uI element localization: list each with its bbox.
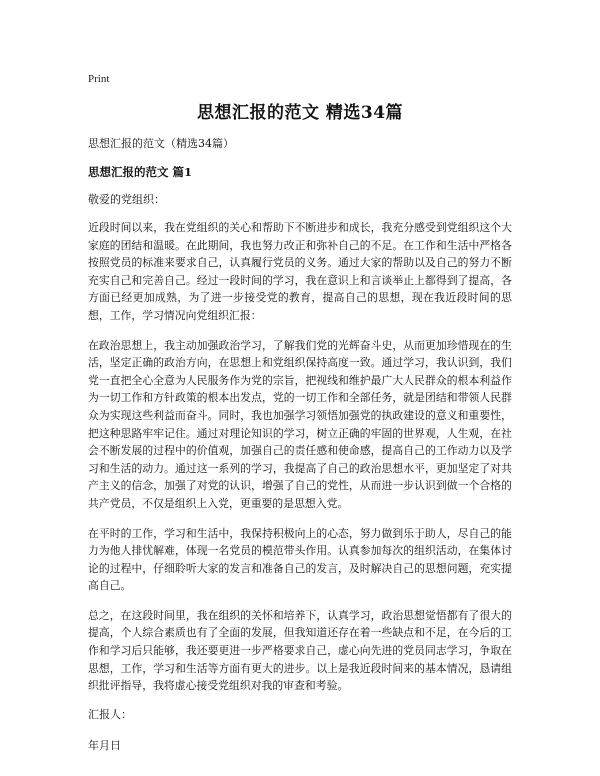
document-title: 思想汇报的范文 精选34篇 <box>196 103 404 123</box>
section-heading: 思想汇报的范文 篇1 <box>88 165 193 179</box>
body-paragraph-1: 近段时间以来，我在党组织的关心和帮助下不断进步和成长，我充分感受到党组织这个大家庭的团结和温暖。在此期间，我也努力改正和弥补自己的不足。在工作和生活中严格各按照党员的标准来要求自己，认真履行党员的义务。通过大家的帮助以及自己的努力不断充实自己和完善自己。经过一段时间的学习，我在意识上和言谈举止上都得到了提高，各方面已经更加成熟，为了进一步接受党的教育，提高自己的思想，现在我近段时间的思想，工作，学习情况向党组织汇报： <box>88 221 512 322</box>
body-paragraph-2: 在政治思想上，我主动加强政治学习，了解我们党的光辉奋斗史，从而更加珍惜现在的生活，坚定正确的政治方向，在思想上和党组织保持高度一致。通过学习，我认识到，我们党一直把全心全意为人民服务作为党的宗旨，把视线和维护最广大人民群众的根本利益作为一切工作和方针政策的根本出发点，党的一切工作和全部任务，就是团结和带领人民群众为实现这些利益而奋斗。同时，我也加强学习领悟加强党的执政建设的意义和重要性，把这种思路牢牢记住。通过对理论知识的学习，树立正确的牢固的世界观，人生观，在社会不断发展的过程中的价值观，加强自己的责任感和使命感，提高自己的工作动力以及学习和生活的动力。通过这一系列的学习，我提高了自己的政治思想水平，更加坚定了对共产主义的信念，加强了对党的认识，增强了自己的党性，从而进一步认识到做一个合格的共产党员，不仅是组织上入党，更重要的是思想入党。 <box>88 338 512 510</box>
print-label: Print <box>88 73 110 85</box>
salutation: 敬爱的党组织： <box>88 193 165 206</box>
date-label: 年月日 <box>88 738 121 752</box>
reporter-label: 汇报人： <box>88 707 132 721</box>
body-paragraph-4: 总之，在这段时间里，我在组织的关怀和培养下，认真学习，政治思想觉悟都有了很大的提高，个人综合素质也有了全面的发展，但我知道还存在着一些缺点和不足，在今后的工作和学习后只能够，我还要更进一步严格要求自己，虚心向先进的党员同志学习，争取在思想，工作，学习和生活等方面有更大的进步。以上是我近段时间来的基本情况，恳请组织批评指导，我将虚心接受党组织对我的审查和考验。 <box>88 608 512 693</box>
body-paragraph-3: 在平时的工作，学习和生活中，我保持积极向上的心态，努力做到乐于助人，尽自己的能力为他人排忧解难，体现一名党员的模范带头作用。认真参加每次的组织活动，在集体讨论的过程中，仔细聆听大家的发言和准备自己的发言，及时解决自己的思想问题，充实提高自己。 <box>88 526 512 593</box>
document-subtitle: 思想汇报的范文（精选34篇） <box>88 137 234 150</box>
